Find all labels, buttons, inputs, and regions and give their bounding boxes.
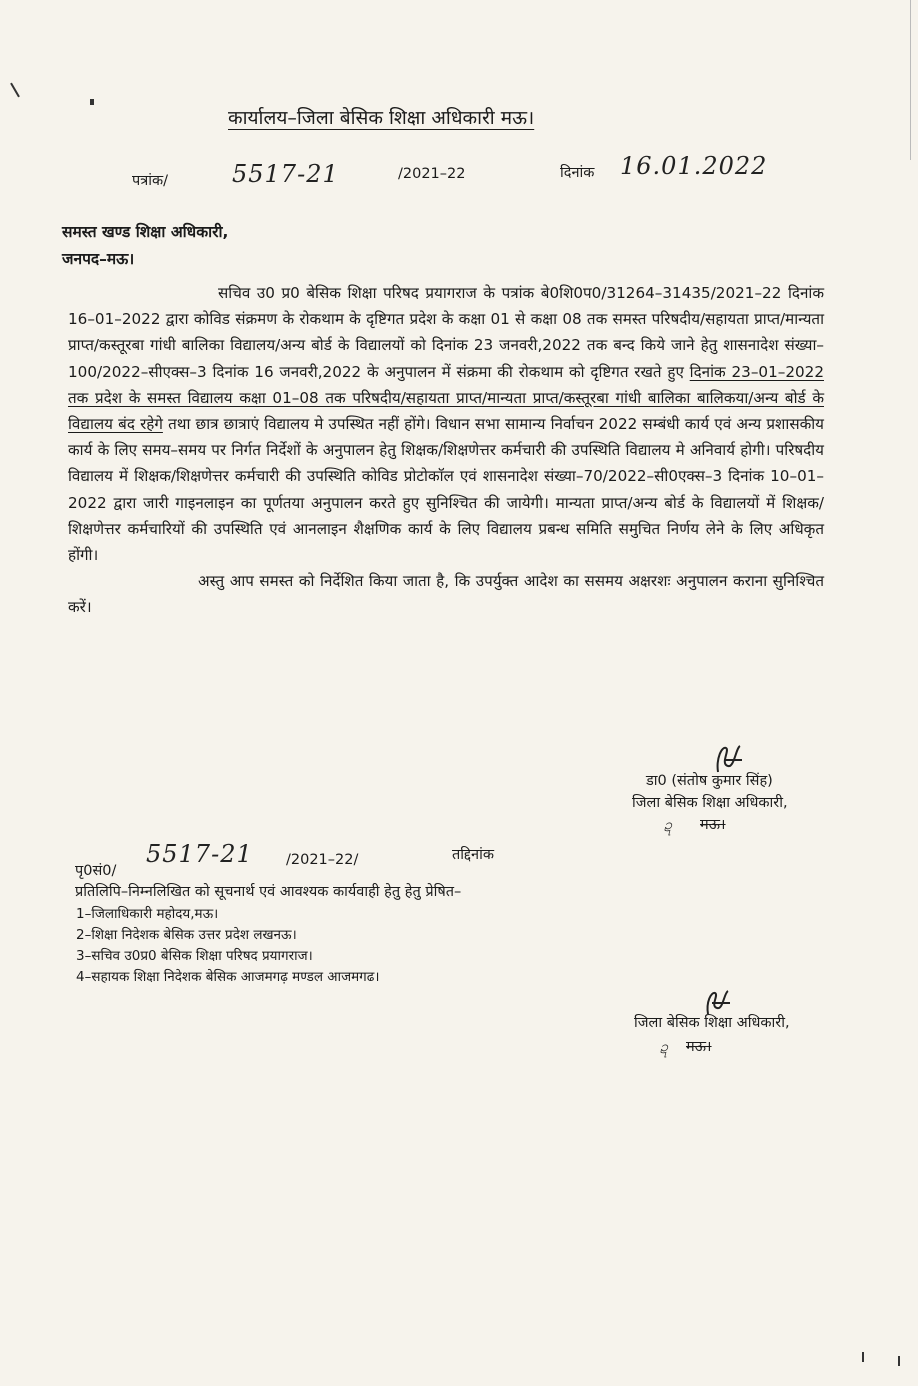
copy-list [76,904,380,988]
signatory-place: मऊ। [700,817,726,833]
letter-body [68,280,824,621]
scan-mark [90,99,94,105]
paragraph-1: सचिव उ0 प्र0 बेसिक शिक्षा परिषद प्रयागराज के पत्रांक बे0शि0प0/31264–31435/2021–22 दिनांक 16–01–2022 द्वारा कोविड संक्रमण के रोकथाम के दृष्टिगत प्रदेश के कक्षा 01 से कक्षा 08 तक समस्त परिषदीय/सहायता प्राप्त/मान्यता प्राप्त/कस्तूरबा गांधी बालिका विद्यालय/अन्य बोर्ड के विद्यालयों को दिनांक 23 जनवरी,2022 तक बन्द किये जाने हेतु शासनादेश संख्या–100/2022–सीएक्स–3 दिनांक 16 जनवरी,2022 के अनुपालन में संक्रमा की रोकथाम को दृष्टिगत रखते हुए दिनांक 23–01–2022 तक प्रदेश के समस्त विद्यालय कक्षा 01–08 तक परिषदीय/सहायता प्राप्त/मान्यता प्राप्त/कस्तूरबा गांधी बालिका बालिकया/अन्य बोर्ड के विद्यालय बंद रहेगे तथा छात्र छात्राएं विद्यालय मे उपस्थित नहीं होंगे। विधान सभा सामान्य निर्वाचन 2022 सम्बंधी कार्य एवं अन्य प्रशासकीय कार्य के लिए समय–समय पर निर्गत निर्देशों के अनुपालन हेतु शिक्षक/शिक्षणेत्तर कर्मचारी की उपस्थिति विद्यालय मे अनिवार्य होगी। परिषदीय विद्यालय में शिक्षक/शिक्षणेत्तर कर्मचारी की उपस्थिति कोविड प्रोटोकाॅल एवं शासनादेश संख्या–70/2022–सी0एक्स–3 दिनांक 10–01–2022 द्वारा जारी गाइनलाइन का पूर्णतया अनुपालन करते हुए सुनिश्चित की जायेगी। मान्यता प्राप्त/अन्य बोर्ड के विद्यालयों में शिक्षक/शिक्षणेत्तर कर्मचारियों की उपस्थिति एवं आनलाइन शैक्षणिक कार्य के लिए विद्यालय प्रबन्ध समिति समुचित निर्णय लेने के लिए अधिकृत होंगी। [68,284,824,565]
office-title: कार्यालय–जिला बेसिक शिक्षा अधिकारी मऊ। [228,107,535,129]
address-line2: जनपद–मऊ। [62,250,135,268]
list-item: 2–शिक्षा निदेशक बेसिक उत्तर प्रदेश लखनऊ। [76,927,297,943]
signatory-place-2: मऊ। [686,1039,712,1055]
date-handwritten: 16.01.2022 [620,152,768,180]
signatory-designation-2: जिला बेसिक शिक्षा अधिकारी, [634,1015,790,1031]
copy-ref-label: पृ0सं0/ [75,863,117,879]
address-line1: समस्त खण्ड शिक्षा अधिकारी, [62,223,229,241]
initial-mark: ဍ [664,817,673,833]
letter-year: /2021–22 [398,166,466,182]
copy-date: तद्दिनांक [452,847,494,863]
list-item: 4–सहायक शिक्षा निदेशक बेसिक आजमगढ़ मण्डल आजमगढ। [76,969,380,985]
date-label: दिनांक [560,165,595,181]
scan-mark [862,1352,864,1362]
copy-year: /2021–22/ [286,852,359,868]
signatory-designation: जिला बेसिक शिक्षा अधिकारी, [632,795,788,811]
paragraph-2: अस्तु आप समस्त को निर्देशित किया जाता है, कि उपर्युक्त आदेश का ससमय अक्षरशः अनुपालन कराना सुनिश्चित करें। [68,572,824,617]
copy-intro: प्रतिलिपि–निम्नलिखित को सूचनार्थ एवं आवश्यक कार्यवाही हेतु हेतु प्रेषित– [75,884,462,900]
letter-no-label: पत्रांक/ [132,173,169,189]
copy-ref-handwritten: 5517-21 [146,840,253,868]
letter-no-handwritten: 5517-21 [232,160,339,188]
initial-mark: ဍ [660,1039,669,1055]
list-item: 3–सचिव उ0प्र0 बेसिक शिक्षा परिषद प्रयागराज। [76,948,313,964]
scan-mark [910,0,911,160]
underlined-order: दिनांक 23–01–2022 तक प्रदेश के समस्त विद्यालय कक्षा 01–08 तक परिषदीय/सहायता प्राप्त/मान्यता प्राप्त/कस्तूरबा गांधी बालिका बालिकया/अन्य बोर्ड के विद्यालय बंद रहेगे [68,362,824,434]
signatory-name: डा0 (संतोष कुमार सिंह) [646,773,773,789]
list-item: 1–जिलाधिकारी महोदय,मऊ। [76,906,219,922]
scan-mark [10,83,20,98]
scan-mark [898,1356,900,1366]
